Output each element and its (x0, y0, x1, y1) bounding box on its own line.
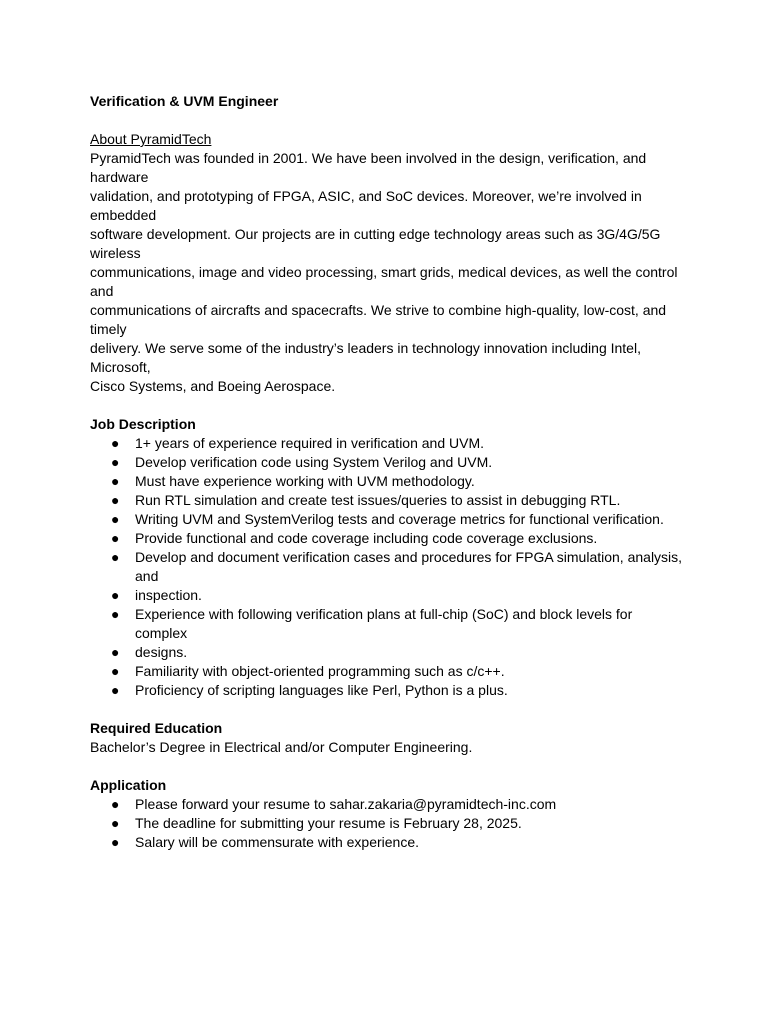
list-item (90, 833, 690, 852)
list-item-text: Provide functional and code coverage including code coverage exclusions. (135, 530, 598, 546)
bullet-icon: ● (111, 796, 120, 812)
bullet-icon: ● (111, 511, 120, 527)
about-line: timely (90, 321, 127, 337)
list-item (90, 510, 690, 529)
bullet-icon: ● (111, 644, 120, 660)
list-item (90, 472, 690, 491)
list-item-text: Run RTL simulation and create test issues/queries to assist in debugging RTL. (135, 492, 621, 508)
list-item-text: Familiarity with object-oriented programming such as c/c++. (135, 663, 505, 679)
spacer (90, 757, 690, 776)
bullet-icon: ● (111, 473, 120, 489)
bullet-icon: ● (111, 492, 120, 508)
list-item-text: and (135, 568, 159, 584)
about-line: software development. Our projects are in cutting edge technology areas such as 3G/4G/5G (90, 226, 661, 242)
bullet-icon: ● (111, 815, 120, 831)
list-item (90, 795, 690, 814)
list-item (90, 681, 690, 700)
list-item-text: Must have experience working with UVM methodology. (135, 473, 475, 489)
about-line: validation, and prototyping of FPGA, ASIC, and SoC devices. Moreover, we’re involved in (90, 188, 642, 204)
list-item-text: Experience with following verification plans at full-chip (SoC) and block levels for (135, 606, 633, 622)
list-item (90, 529, 690, 548)
required-education-text: Bachelor’s Degree in Electrical and/or Computer Engineering. (90, 739, 473, 755)
bullet-icon: ● (111, 606, 120, 622)
list-item-text: Develop verification code using System Verilog and UVM. (135, 454, 493, 470)
application-heading: Application (90, 777, 167, 793)
list-item (90, 453, 690, 472)
spacer (90, 111, 690, 130)
list-item (90, 605, 690, 624)
bullet-icon: ● (111, 530, 120, 546)
spacer (90, 396, 690, 415)
list-item-text: designs. (135, 644, 188, 660)
list-item-text: Salary will be commensurate with experience. (135, 834, 420, 850)
about-line: delivery. We serve some of the industry’s leaders in technology innovation including Intel, (90, 340, 641, 356)
spacer (90, 700, 690, 719)
list-item-text: complex (135, 625, 188, 641)
list-item (90, 586, 690, 605)
about-line: Microsoft, (90, 359, 151, 375)
job-description-heading: Job Description (90, 416, 196, 432)
list-item (90, 491, 690, 510)
list-item-text: 1+ years of experience required in verification and UVM. (135, 435, 485, 451)
about-line: communications of aircrafts and spacecrafts. We strive to combine high-quality, low-cost, and (90, 302, 667, 318)
document-content (90, 92, 690, 852)
required-education-heading: Required Education (90, 720, 223, 736)
job-title: Verification & UVM Engineer (90, 93, 279, 109)
application-list (90, 795, 690, 852)
about-line: hardware (90, 169, 149, 185)
about-line: and (90, 283, 114, 299)
list-item-text: The deadline for submitting your resume is February 28, 2025. (135, 815, 522, 831)
list-item-text: Writing UVM and SystemVerilog tests and coverage metrics for functional verification. (135, 511, 664, 527)
about-line: Cisco Systems, and Boeing Aerospace. (90, 378, 336, 394)
list-item (90, 643, 690, 662)
bullet-icon: ● (111, 435, 120, 451)
bullet-icon: ● (111, 663, 120, 679)
list-item-text: Develop and document verification cases and procedures for FPGA simulation, analysis, (135, 549, 683, 565)
bullet-icon: ● (111, 549, 120, 565)
list-item-text: Proficiency of scripting languages like Perl, Python is a plus. (135, 682, 508, 698)
job-description-list (90, 434, 690, 700)
about-line: wireless (90, 245, 141, 261)
list-item (90, 567, 690, 586)
bullet-icon: ● (111, 454, 120, 470)
list-item (90, 434, 690, 453)
about-paragraph (90, 149, 690, 396)
about-line: embedded (90, 207, 157, 223)
bullet-icon: ● (111, 587, 120, 603)
list-item-text: Please forward your resume to sahar.zakaria@pyramidtech-inc.com (135, 796, 557, 812)
about-line: communications, image and video processing, smart grids, medical devices, as well the control (90, 264, 678, 280)
about-heading: About PyramidTech (90, 131, 212, 147)
list-item (90, 814, 690, 833)
list-item (90, 662, 690, 681)
bullet-icon: ● (111, 682, 120, 698)
list-item-text: inspection. (135, 587, 202, 603)
list-item (90, 624, 690, 643)
about-line: PyramidTech was founded in 2001. We have been involved in the design, verification, and (90, 150, 647, 166)
list-item (90, 548, 690, 567)
bullet-icon: ● (111, 834, 120, 850)
